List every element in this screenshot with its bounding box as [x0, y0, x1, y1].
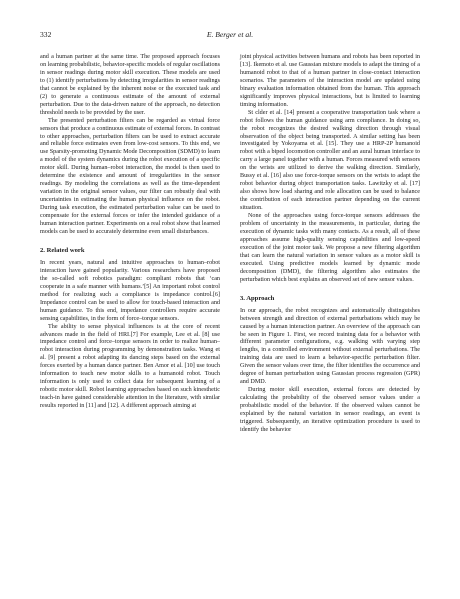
running-header: [40, 30, 420, 42]
paragraph: joint physical activities between humans and robots has been reported in [13]. Ikemoto et al. use Gaussian mixture models to adapt the timing of a humanoid robot to that of a human partner in close-contact interaction scenarios. The parameters of the interaction model are updated using binary evaluation information obtained from the human. This approach significantly improves physical interactions, but is limited to learning timing information.: [240, 54, 420, 108]
left-column: [40, 54, 220, 411]
right-column: [240, 54, 420, 435]
section-heading: 2. Related work: [40, 246, 85, 254]
paragraph: and a human partner at the same time. The proposed approach focuses on learning probabilistic, behavior-specific models of regular oscillations in sensor readings during motor skill execution. These models are used to (1) identify perturbations by detecting irregularities in sensor readings that cannot be explained by the inherent noise or the executed task and (2) to generate a continuous estimate of the amount of external perturbation. Due to the data-driven nature of the approach, no detection threshold needs to be provided by the user.: [40, 54, 220, 116]
paragraph: The ability to sense physical influences is at the core of recent advances made in the field of HRI.[7] For example, Lee et al. [8] use impedance control and force–torque sensors in order to realize human–robot interaction during programming by demonstration tasks. Wang et al. [9] present a robot adapting its dancing steps based on the external forces exerted by a human dance partner. Ben Amor et al. [10] use touch information to teach new motor skills to a humanoid robot. Touch information is only used to collect data for subsequent learning of a robotic motor skill. Robot learning approaches based on such kinesthetic teach-in have gained considerable attention in the literature, with similar results reported in [11] and [12]. A different approach aiming at: [40, 323, 220, 410]
paragraph: In our approach, the robot recognizes and automatically distinguishes between strength and direction of external perturbations which may be caused by a human interaction partner. An overview of the approach can be seen in Figure 1. First, we record training data for a behavior with different parameter configurations, e.g. walking with varying step lengths, in a controlled environment without external perturbations. The training data are used to learn a behavior-specific perturbation filter. Given the sensor values over time, the filter identifies the occurrence and degree of human perturbation using Gaussian process regression (GPR) and DMD.: [240, 307, 420, 386]
page-number: 332: [40, 30, 52, 39]
section-heading: 3. Approach: [240, 294, 275, 302]
paragraph: During motor skill execution, external forces are detected by calculating the probability of the observed sensor values under a probabilistic model of the behavior. If the observed values cannot be explained by the natural variation in sensor readings, an event is triggered. Subsequently, an iterative optimization procedure is used to identify the behavior: [240, 387, 420, 433]
paragraph: St clder et al. [14] present a cooperative transportation task where a robot follows the human guidance using arm compliance. In doing so, the robot recognizes the desired walking direction through visual observation of the object being transported. A similar setting has been investigated by Yokoyama et al. [15]. They use a HRP-2P humanoid robot with a biped locomotion controller and an aural human interface to carry a large panel together with a human. Forces measured with sensors on the wrists are utilized to derive the walking direction. Similarly, Bussy et al. [16] also use force-torque sensors on the wrists to adapt the robot behavior during object transportation tasks. Lawitzky et al. [17] also shows how load sharing and role allocation can be used to balance the contribution of each interaction partner depending on the current situation.: [240, 109, 420, 212]
paragraph: None of the approaches using force-torque sensors addresses the problem of uncertainty in the measurements, in particular, during the execution of dynamic tasks with many contacts. As a result, all of these approaches assume high-quality sensing capabilities and low-speed execution of the joint motor task. We propose a new filtering algorithm that can learn the natural variation in sensor values as a motor skill is executed. Using predictive models learned by dynamic mode decomposition (DMD), the filtering algorithm also estimates the perturbation which best explains an observed set of new sensor values.: [240, 213, 420, 283]
paragraph: The presented perturbation filters can be regarded as virtual force sensors that produce a continuous estimate of external forces. In contrast to other approaches, perturbation filters can be used to extract accurate and reliable force estimates even from low-cost sensors. To this end, we use Sparsity-promoting Dynamic Mode Decomposition (SDMD) to learn a model of the system dynamics during the robot execution of a specific motor skill. During human–robot interaction, the model is then used to determine the existence and amount of irregularities in the sensor readings. By modeling the correlations as well as the time-dependent variation in the original sensor values, our filter can robustly deal with uncertainties in estimating the human physical influence on the robot. During task execution, the estimated perturbation value can be used to compensate for the external forces or infer the intended guidance of a human interaction partner. Experiments on a real robot show that learned models can be used to accurately determine even small disturbances.: [40, 117, 220, 235]
paragraph: In recent years, natural and intuitive approaches to human–robot interaction have gained popularity. Various researchers have proposed the so-called soft robotics paradigm: compliant robots that ‘can cooperate in a safe manner with humans.’[5] An important robot control method for realizing such a compliance is impedance control.[6] Impedance control can be used to allow for touch-based interaction and human guidance. To this end, impedance controllers require accurate sensing capabilities, in the form of force–torque sensors.: [40, 259, 220, 322]
running-head-authors: E. Berger et al.: [206, 30, 254, 39]
